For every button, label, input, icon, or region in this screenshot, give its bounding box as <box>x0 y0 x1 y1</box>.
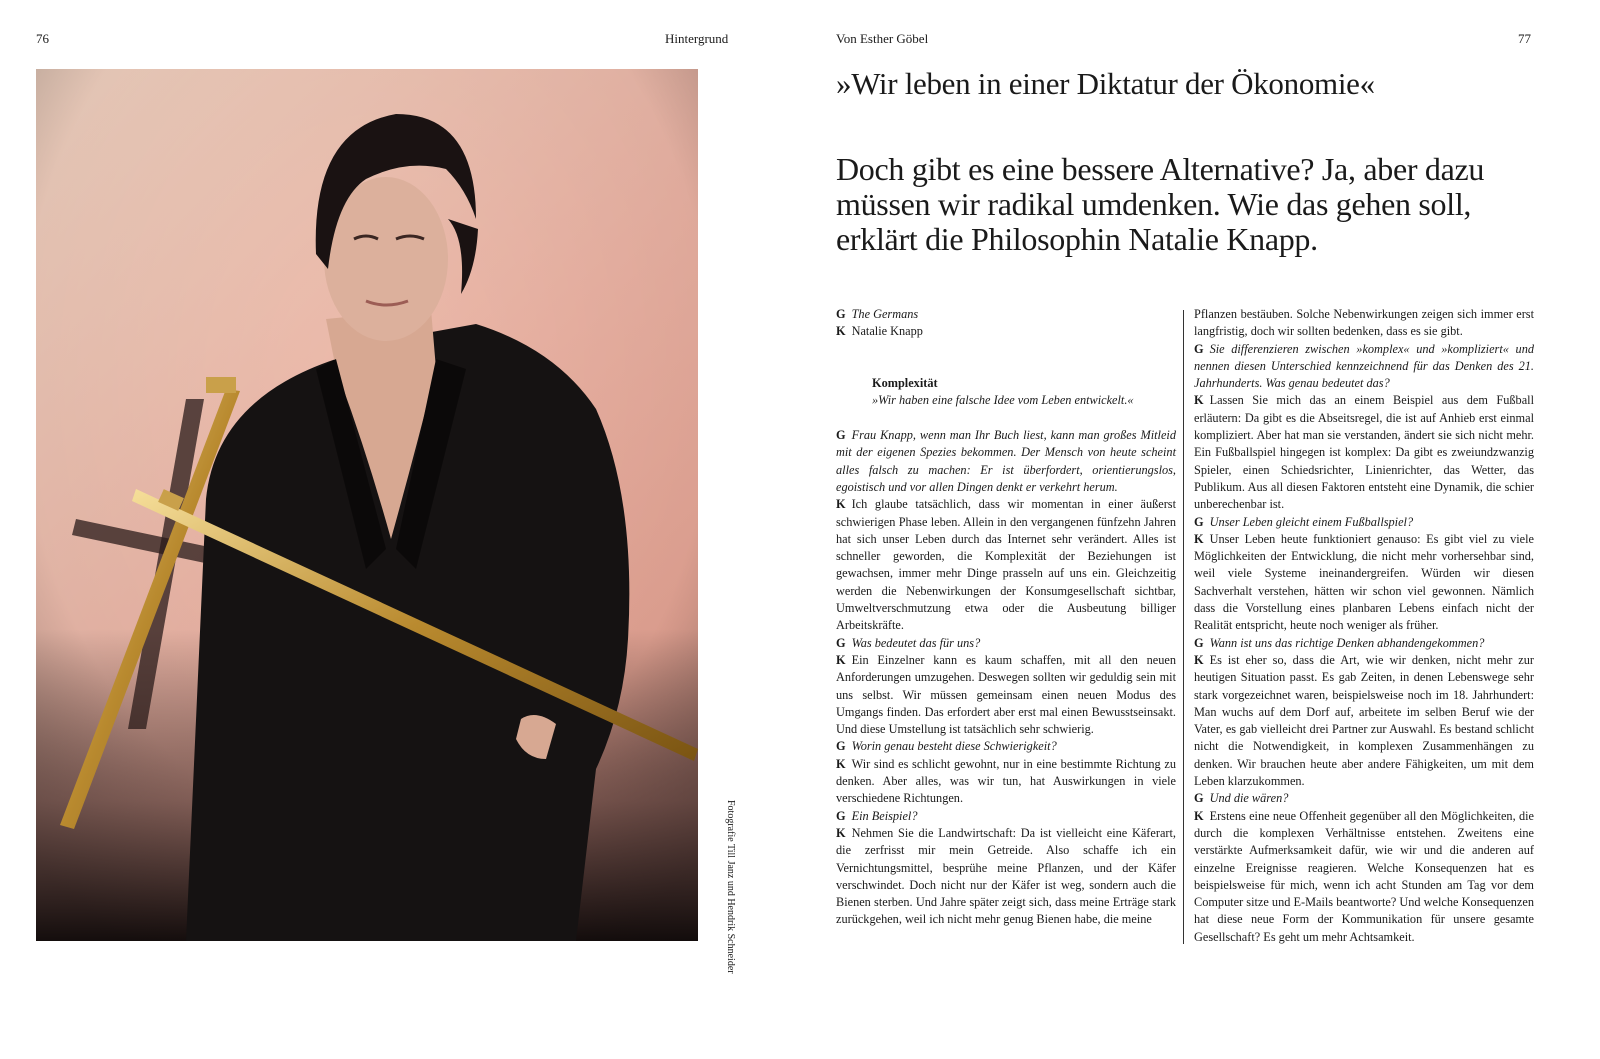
interview-answer: K Unser Leben heute funktioniert genauso: Es gibt viel zu viele Möglichkeiten der Entwicklung, die nicht mehr vorhersehbar sind, weil viele Systeme ineinandergreifen. Würden wir diesen Sachverhalt verstehen, hätten wir schon viel gewonnen. Nämlich dass die Vorstellung eines planbaren Lebens einfach nicht der Realität entspricht, heute noch weniger als früher. <box>1194 531 1534 633</box>
column-divider <box>1183 310 1184 944</box>
kicker-quote: »Wir haben eine falsche Idee vom Leben entwickelt.« <box>872 393 1134 408</box>
interview-answer: K Nehmen Sie die Landwirtschaft: Da ist vielleicht eine Käferart, die zerfrisst mir mein Getreide. Also schaffe ich ein Vernichtungsmittel, besprühe meine Pflanzen, und der Käfer verschwindet. Doch nicht nur der Käfer ist weg, sondern auch die Bienen sterben. Und Jahre später zeigt sich, dass meine Erträge stark zurückgehen, weil ich nicht mehr genug Bienen habe, die meine <box>836 825 1176 927</box>
interview-answer: K Lassen Sie mich das an einem Beispiel aus dem Fußball erläutern: Da gibt es die Abseitsregel, die ist auf Anhieb erst einmal kompliziert. Aber hat man sie verstanden, ändert sie sich nicht mehr. Ein Fußballspiel hingegen ist komplex: Da gibt es zweiundzwanzig Spieler, einen Schiedsrichter, Linienrichter, das Wetter, das Publikum. Aus all diesen Faktoren entsteht eine Dynamik, die schier unberechenbar ist. <box>1194 393 1534 512</box>
interview-answer: K Ich glaube tatsächlich, dass wir momentan in einer äußerst schwierigen Phase leben. Allein in den vergangenen fünfzehn Jahren hat sich unser Leben durch das Internet sehr verändert. Alles ist schneller geworden, die Komplexität der Beziehungen ist gewachsen, immer mehr Dinge prasseln auf uns ein. Gleichzeitig werden die Nebenwirkungen der Konsumgesellschaft sichtbar, Umweltverschmutzung etwa oder die Ausbeutung billiger Arbeitskräfte. <box>836 497 1176 633</box>
photo-credit: Fotografie Till Janz und Hendrik Schneider <box>725 800 736 974</box>
interview-question: G Und die wären? <box>1194 791 1289 806</box>
interview-answer: K Wir sind es schlicht gewohnt, nur in eine bestimmte Richtung zu denken. Aber alles, was wir tun, hat Auswirkungen in viele verschiedene Richtungen. <box>836 756 1176 806</box>
section-label: Hintergrund <box>665 31 729 46</box>
interview-answer: K Es ist eher so, dass die Art, wie wir denken, nicht mehr zur heutigen Situation passt. Es gab Zeiten, in denen Lebenswege sehr stark vorgezeichnet waren, beispielsweise noch im 18. Jahrhundert: Man wuchs auf dem Dorf auf, arbeitete im selben Beruf wie der Vater, es gab vielleicht drei Partner zur Auswahl. Es bestand schlicht nicht die Notwendigkeit, in komplexen Zusammenhängen zu denken. Wir brauchen heute aber andere Fähigkeiten, um mit dem Leben klarzukommen. <box>1194 652 1534 789</box>
interview-answer: Pflanzen bestäuben. Solche Nebenwirkungen zeigen sich immer erst langfristig, doch wir sollten bedenken, dass es sie gibt. <box>1194 307 1534 339</box>
portrait-illustration <box>36 69 698 941</box>
kicker-title: Komplexität <box>872 376 938 391</box>
interview-question: G Was bedeutet das für uns? <box>836 635 981 650</box>
article-deck: Doch gibt es eine bessere Alternative? Ja, aber dazu müssen wir radikal umdenken. Wie das gehen soll, erklärt die Philosophin Natalie Knapp. <box>836 151 1485 257</box>
speaker-credit-g: G The Germans <box>836 307 919 321</box>
interview-question: G Sie differenzieren zwischen »komplex« und »kompliziert« und nennen diesen Unterschied kennzeichnend für das Denken des 21. Jahrhunderts. Was genau bedeutet das? <box>1194 341 1534 391</box>
interview-question: G Wann ist uns das richtige Denken abhandengekommen? <box>1194 635 1485 650</box>
column-right <box>1194 306 1534 946</box>
interview-answer: K Ein Einzelner kann es kaum schaffen, mit all den neuen Anforderungen umzugehen. Deswegen sollten wir geduldig sein mit uns selbst. Wir müssen gemeinsam einen neuen Modus des Umgangs finden. Das erfordert aber erst mal einen Bewusstseinsakt. Und diese Umstellung ist tatsächlich sehr schwierig. <box>836 652 1176 737</box>
left-page-number: 76 <box>36 31 49 46</box>
author-byline: Von Esther Göbel <box>836 31 929 46</box>
column-left <box>836 306 1176 929</box>
interview-text-right <box>1194 306 1534 946</box>
interview-answer: K Erstens eine neue Offenheit gegenüber all den Möglichkeiten, die durch die komplexen Verhältnisse entstehen. Zweitens eine verstärkte Aufmerksamkeit dafür, wie wir und die anderen auf einzelne Ereignisse reagieren. Welche Konsequenzen hat es beispielsweise für mich, wenn ich acht Stunden am Tag vor dem Computer sitze und E-Mails beantworte? Und welche Konsequenzen hat diese neue Form der Kommunikation für unsere gesamte Gesellschaft? Es geht um mehr Achtsamkeit. <box>1194 808 1534 944</box>
interview-question: G Ein Beispiel? <box>836 808 918 823</box>
kicker <box>836 375 1176 392</box>
interview-text-left <box>836 427 1176 929</box>
interview-question: G Worin genau besteht diese Schwierigkeit? <box>836 739 1057 754</box>
interview-question: G Frau Knapp, wenn man Ihr Buch liest, kann man großes Mitleid mit der eigenen Spezies bekommen. Der Mensch von heute scheint alles falsch zu machen: Er ist überfordert, orientierungslos, egoistisch und vor allen Dingen denkt er verkehrt herum. <box>836 428 1176 494</box>
interview-question: G Unser Leben gleicht einem Fußballspiel? <box>1194 514 1414 529</box>
right-page-number: 77 <box>1518 31 1531 46</box>
speaker-credit-k: K Natalie Knapp <box>836 324 923 339</box>
portrait-photo <box>36 69 698 941</box>
article-headline: »Wir leben in einer Diktatur der Ökonomie« <box>836 66 1375 101</box>
